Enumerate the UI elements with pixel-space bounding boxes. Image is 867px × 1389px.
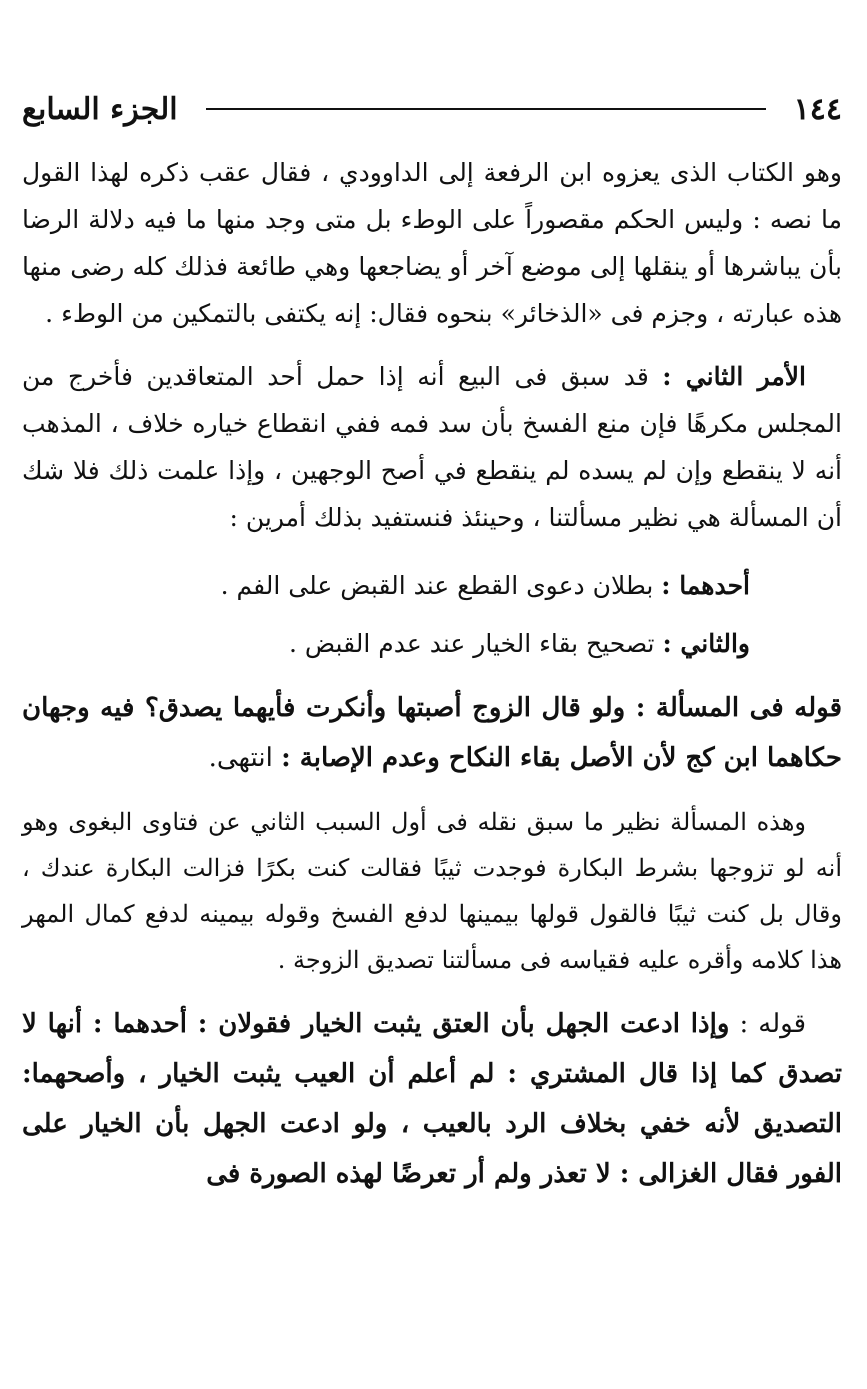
second-item-text: تصحيح بقاء الخيار عند عدم القبض .	[289, 629, 663, 658]
list-item	[22, 615, 842, 673]
paragraph-continuation: وهو الكتاب الذى يعزوه ابن الرفعة إلى الداوودي ، فقال عقب ذكره لهذا القول ما نصه : وليس الحكم مقصوراً على الوطء بل متى وجد منها ما فيه دلالة الرضا بأن يباشرها أو ينقلها إلى موضع آخر أو يضاجعها وهي طائعة فذلك كله رضى منها هذه عبارته ، وجزم فى «الذخائر» بنحوه فقال: إنه يكتفى بالتمكين من الوطء .	[22, 158, 842, 328]
first-item-label: أحدهما :	[661, 571, 750, 600]
quoted-statement-bold: قوله فى المسألة : ولو قال الزوج أصبتها وأنكرت فأيهما يصدق؟ فيه وجهان حكاهما ابن كج لأن الأصل بقاء النكاح وعدم الإصابة :	[22, 693, 842, 773]
second-matter-text: قد سبق فى البيع أنه إذا حمل أحد المتعاقدين فأخرج من المجلس مكرهًا فإن منع الفسخ بأن سد فمه ففي انقطاع خياره خلاف ، المذهب أنه لا ينقطع وإن لم يسده لم ينقطع في أصح الوجهين ، وإذا علمت ذلك فلا شك أن المسألة هي نظير مسألتنا ، وحينئذ فنستفيد بذلك أمرين :	[22, 362, 842, 532]
second-item-label: والثاني :	[662, 629, 750, 658]
paragraph-virginity-case: وهذه المسألة نظير ما سبق نقله فى أول السبب الثاني عن فتاوى البغوى وهو أنه لو تزوجها بشرط البكارة فوجدت ثيبًا فقالت كنت بكرًا فزالت البكارة عندك ، وقال بل كنت ثيبًا فالقول قولها بيمينها لدفع الفسخ وقوله بيمينه لدفع كمال المهر هذا كلامه وأقره عليه فقياسه فى مسألتنا تصديق الزوجة .	[22, 808, 842, 974]
quoted-statement-ignorance	[22, 999, 842, 1199]
page-header	[22, 85, 842, 133]
list-item	[22, 557, 842, 615]
quoted-statement-end: انتهى.	[208, 743, 282, 773]
running-title: الجزء السابع	[22, 91, 178, 127]
quoted-statement-spouse	[22, 683, 842, 783]
two-matters-list	[22, 557, 842, 673]
quoted-statement-lead: قوله :	[729, 1009, 807, 1039]
second-matter-label: الأمر الثاني :	[662, 362, 806, 391]
header-rule	[206, 108, 766, 110]
quoted-statement-bold: وإذا ادعت الجهل بأن العتق يثبت الخيار فقولان : أحدهما : أنها لا تصدق كما إذا قال المشتري : لم أعلم أن العيب يثبت الخيار ، وأصحهما: التصديق لأنه خفي بخلاف الرد بالعيب ، ولو ادعت الجهل بأن الخيار على الفور فقال الغزالى : لا تعذر ولم أر تعرضًا لهذه الصورة فى	[22, 1009, 842, 1189]
first-item-text: بطلان دعوى القطع عند القبض على الفم .	[220, 571, 662, 600]
paragraph-second-matter	[22, 353, 842, 541]
book-page	[22, 85, 842, 1215]
page-number: ١٤٤	[793, 91, 842, 127]
